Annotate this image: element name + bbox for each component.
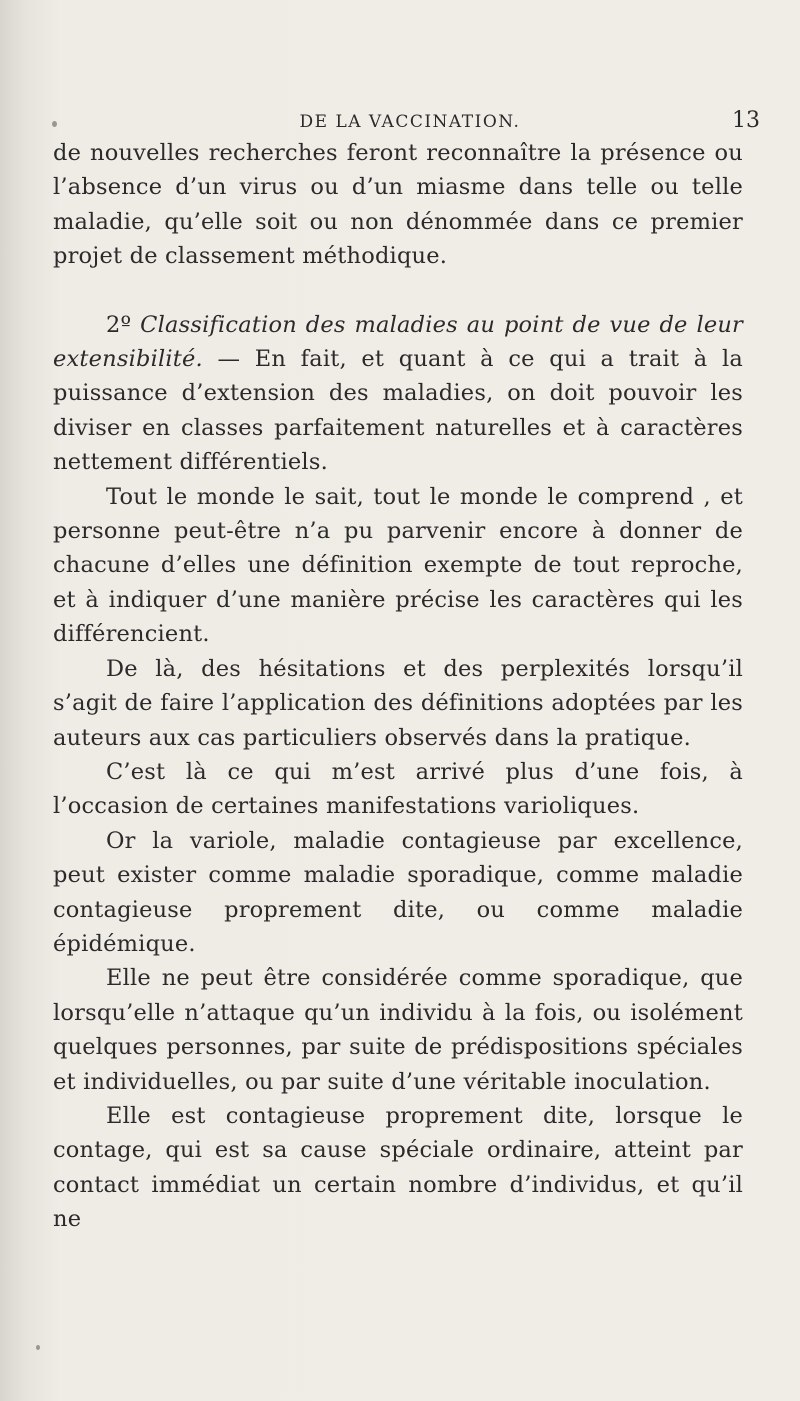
running-head [60,104,760,134]
paragraph: Elle est contagieuse proprement dite, lorsque le contage, qui est sa cause spéciale ordinaire, atteint par contact immédiat un certain nombre d’individus, et qu’il ne [53,1102,743,1233]
section-number: 2º [106,311,132,338]
print-speck [52,121,57,127]
section-text: — En fait, et quant à ce qui a trait à la puissance d’extension des maladies, on doit pouvoir les diviser en classes parfaitement naturelles et à caractères nettement différentiels. [53,346,743,476]
page-number: 13 [732,108,760,133]
paragraph: Elle ne peut être considérée comme sporadique, que lorsqu’elle n’attaque qu’un individu à la fois, ou isolément quelques personnes, par suite de prédispositions spéciales et individuelles, ou par suite d’une véritable inoculation. [53,965,743,1095]
body-text [53,136,743,1237]
paragraph: Tout le monde le sait, tout le monde le comprend , et personne peut-être n’a pu parvenir encore à donner de chacune d’elles une définition exempte de tout reproche, et à indiquer d’une manière précise les caractères qui les différencient. [53,483,743,648]
paragraph-continuation: de nouvelles recherches feront reconnaître la présence ou l’absence d’un virus ou d’un miasme dans telle ou telle maladie, qu’elle soit ou non dénommée dans ce premier projet de classement méthodique. [53,140,743,270]
paragraph: De là, des hésitations et des perplexités lorsqu’il s’agit de faire l’application des définitions adoptées par les auteurs aux cas particuliers observés dans la pratique. [53,655,743,751]
print-speck [36,1345,40,1350]
section-heading: Classification des maladies au point de vue de leur extensibilité. [53,311,743,373]
paragraph: C’est là ce qui m’est arrivé plus d’une fois, à l’occasion de certaines manifestations varioliques. [53,758,743,820]
running-title: DE LA VACCINATION. [299,112,521,132]
paragraph: Or la variole, maladie contagieuse par excellence, peut exister comme maladie sporadique, comme maladie contagieuse proprement dite, ou comme maladie épidémique. [53,827,743,957]
paragraph-section-2 [53,308,743,480]
